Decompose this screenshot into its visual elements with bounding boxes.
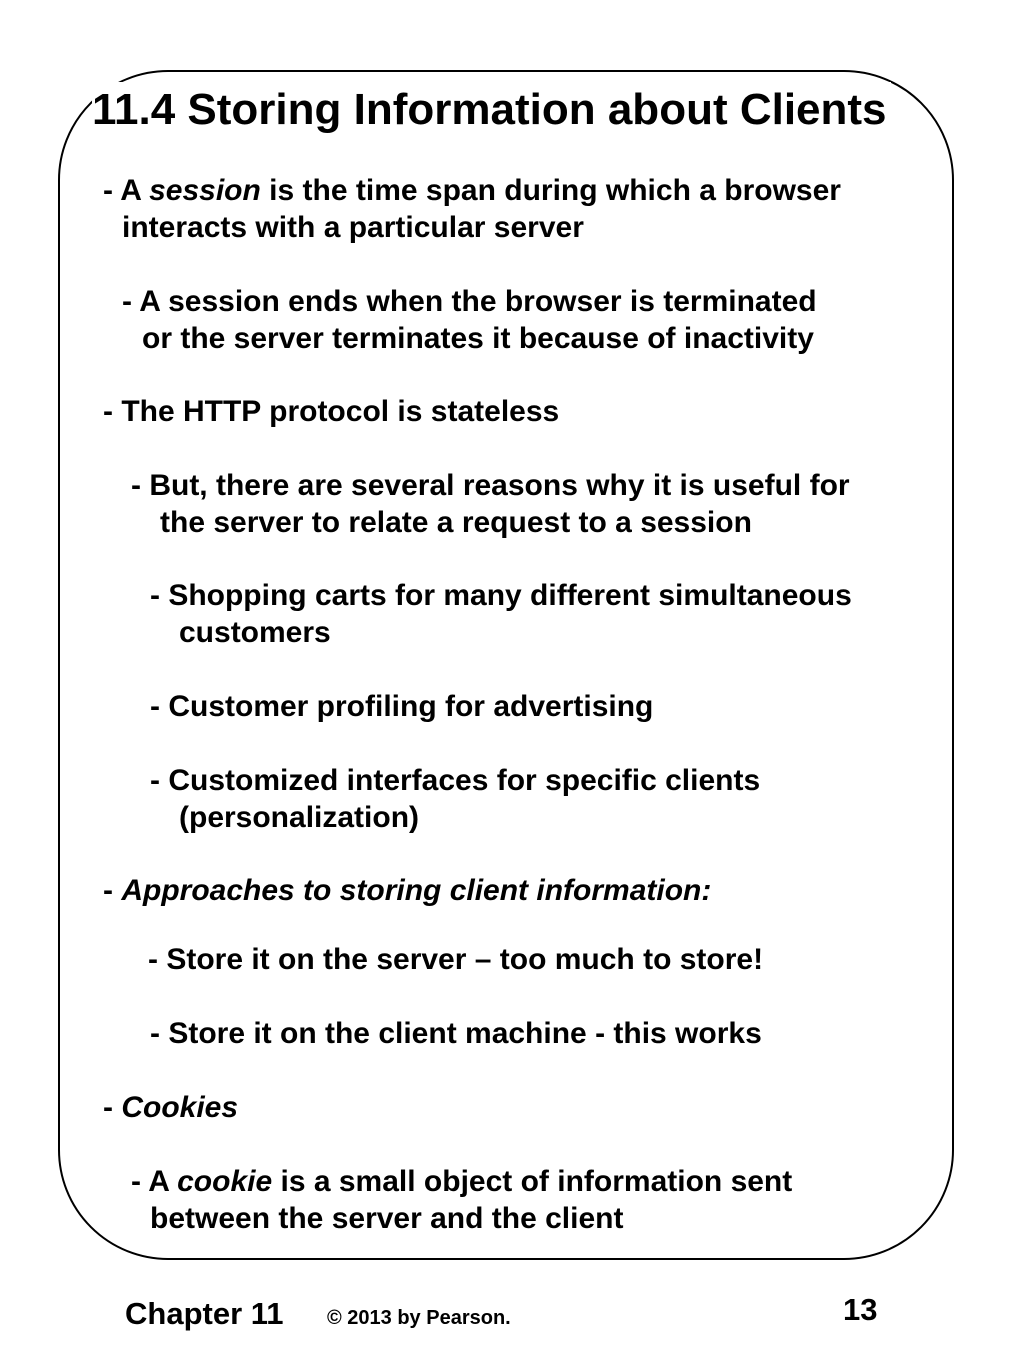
sub-bullet-reasons: - But, there are several reasons why it is useful for: [131, 469, 850, 502]
text-run: - A: [103, 174, 150, 207]
sub-bullet-customized-interfaces: - Customized interfaces for specific clients: [150, 764, 761, 797]
text-run: -: [103, 1091, 122, 1124]
bullet-http-stateless: - The HTTP protocol is stateless: [103, 395, 560, 428]
text-run: is a small object of information sent: [272, 1165, 793, 1198]
bullet-continuation: customers: [179, 616, 331, 649]
slide-frame: [58, 70, 954, 1260]
bullet-continuation: or the server terminates it because of inactivity: [142, 322, 814, 355]
bullet-cookies: [103, 1089, 238, 1126]
sub-bullet-session-ends: - A session ends when the browser is terminated: [122, 285, 817, 318]
bullet-continuation: interacts with a particular server: [122, 211, 584, 244]
text-run: is the time span during which a browser: [260, 174, 841, 207]
sub-bullet-cookie-definition: [131, 1163, 792, 1200]
bullet-session-definition: [103, 172, 841, 209]
text-run: -: [103, 874, 122, 907]
sub-bullet-customer-profiling: - Customer profiling for advertising: [150, 690, 654, 723]
term-session: session: [149, 174, 261, 207]
bullet-continuation: the server to relate a request to a session: [160, 506, 752, 539]
text-run: - A: [131, 1165, 178, 1198]
slide-title: 11.4 Storing Information about Clients: [92, 82, 891, 138]
bullet-continuation: (personalization): [179, 801, 420, 834]
term-cookies: Cookies: [121, 1091, 239, 1124]
bullet-continuation: between the server and the client: [150, 1202, 624, 1235]
footer-chapter: Chapter 11: [125, 1296, 284, 1331]
sub-bullet-shopping-carts: - Shopping carts for many different simultaneous: [150, 579, 852, 612]
footer-copyright: © 2013 by Pearson.: [327, 1307, 511, 1329]
sub-bullet-store-server: - Store it on the server – too much to store!: [148, 943, 764, 976]
bullet-approaches: [103, 872, 711, 909]
page-number: 13: [843, 1292, 878, 1327]
sub-bullet-store-client: - Store it on the client machine - this works: [150, 1017, 762, 1050]
term-cookie: cookie: [177, 1165, 273, 1198]
term-approaches: Approaches to storing client information:: [121, 874, 712, 907]
